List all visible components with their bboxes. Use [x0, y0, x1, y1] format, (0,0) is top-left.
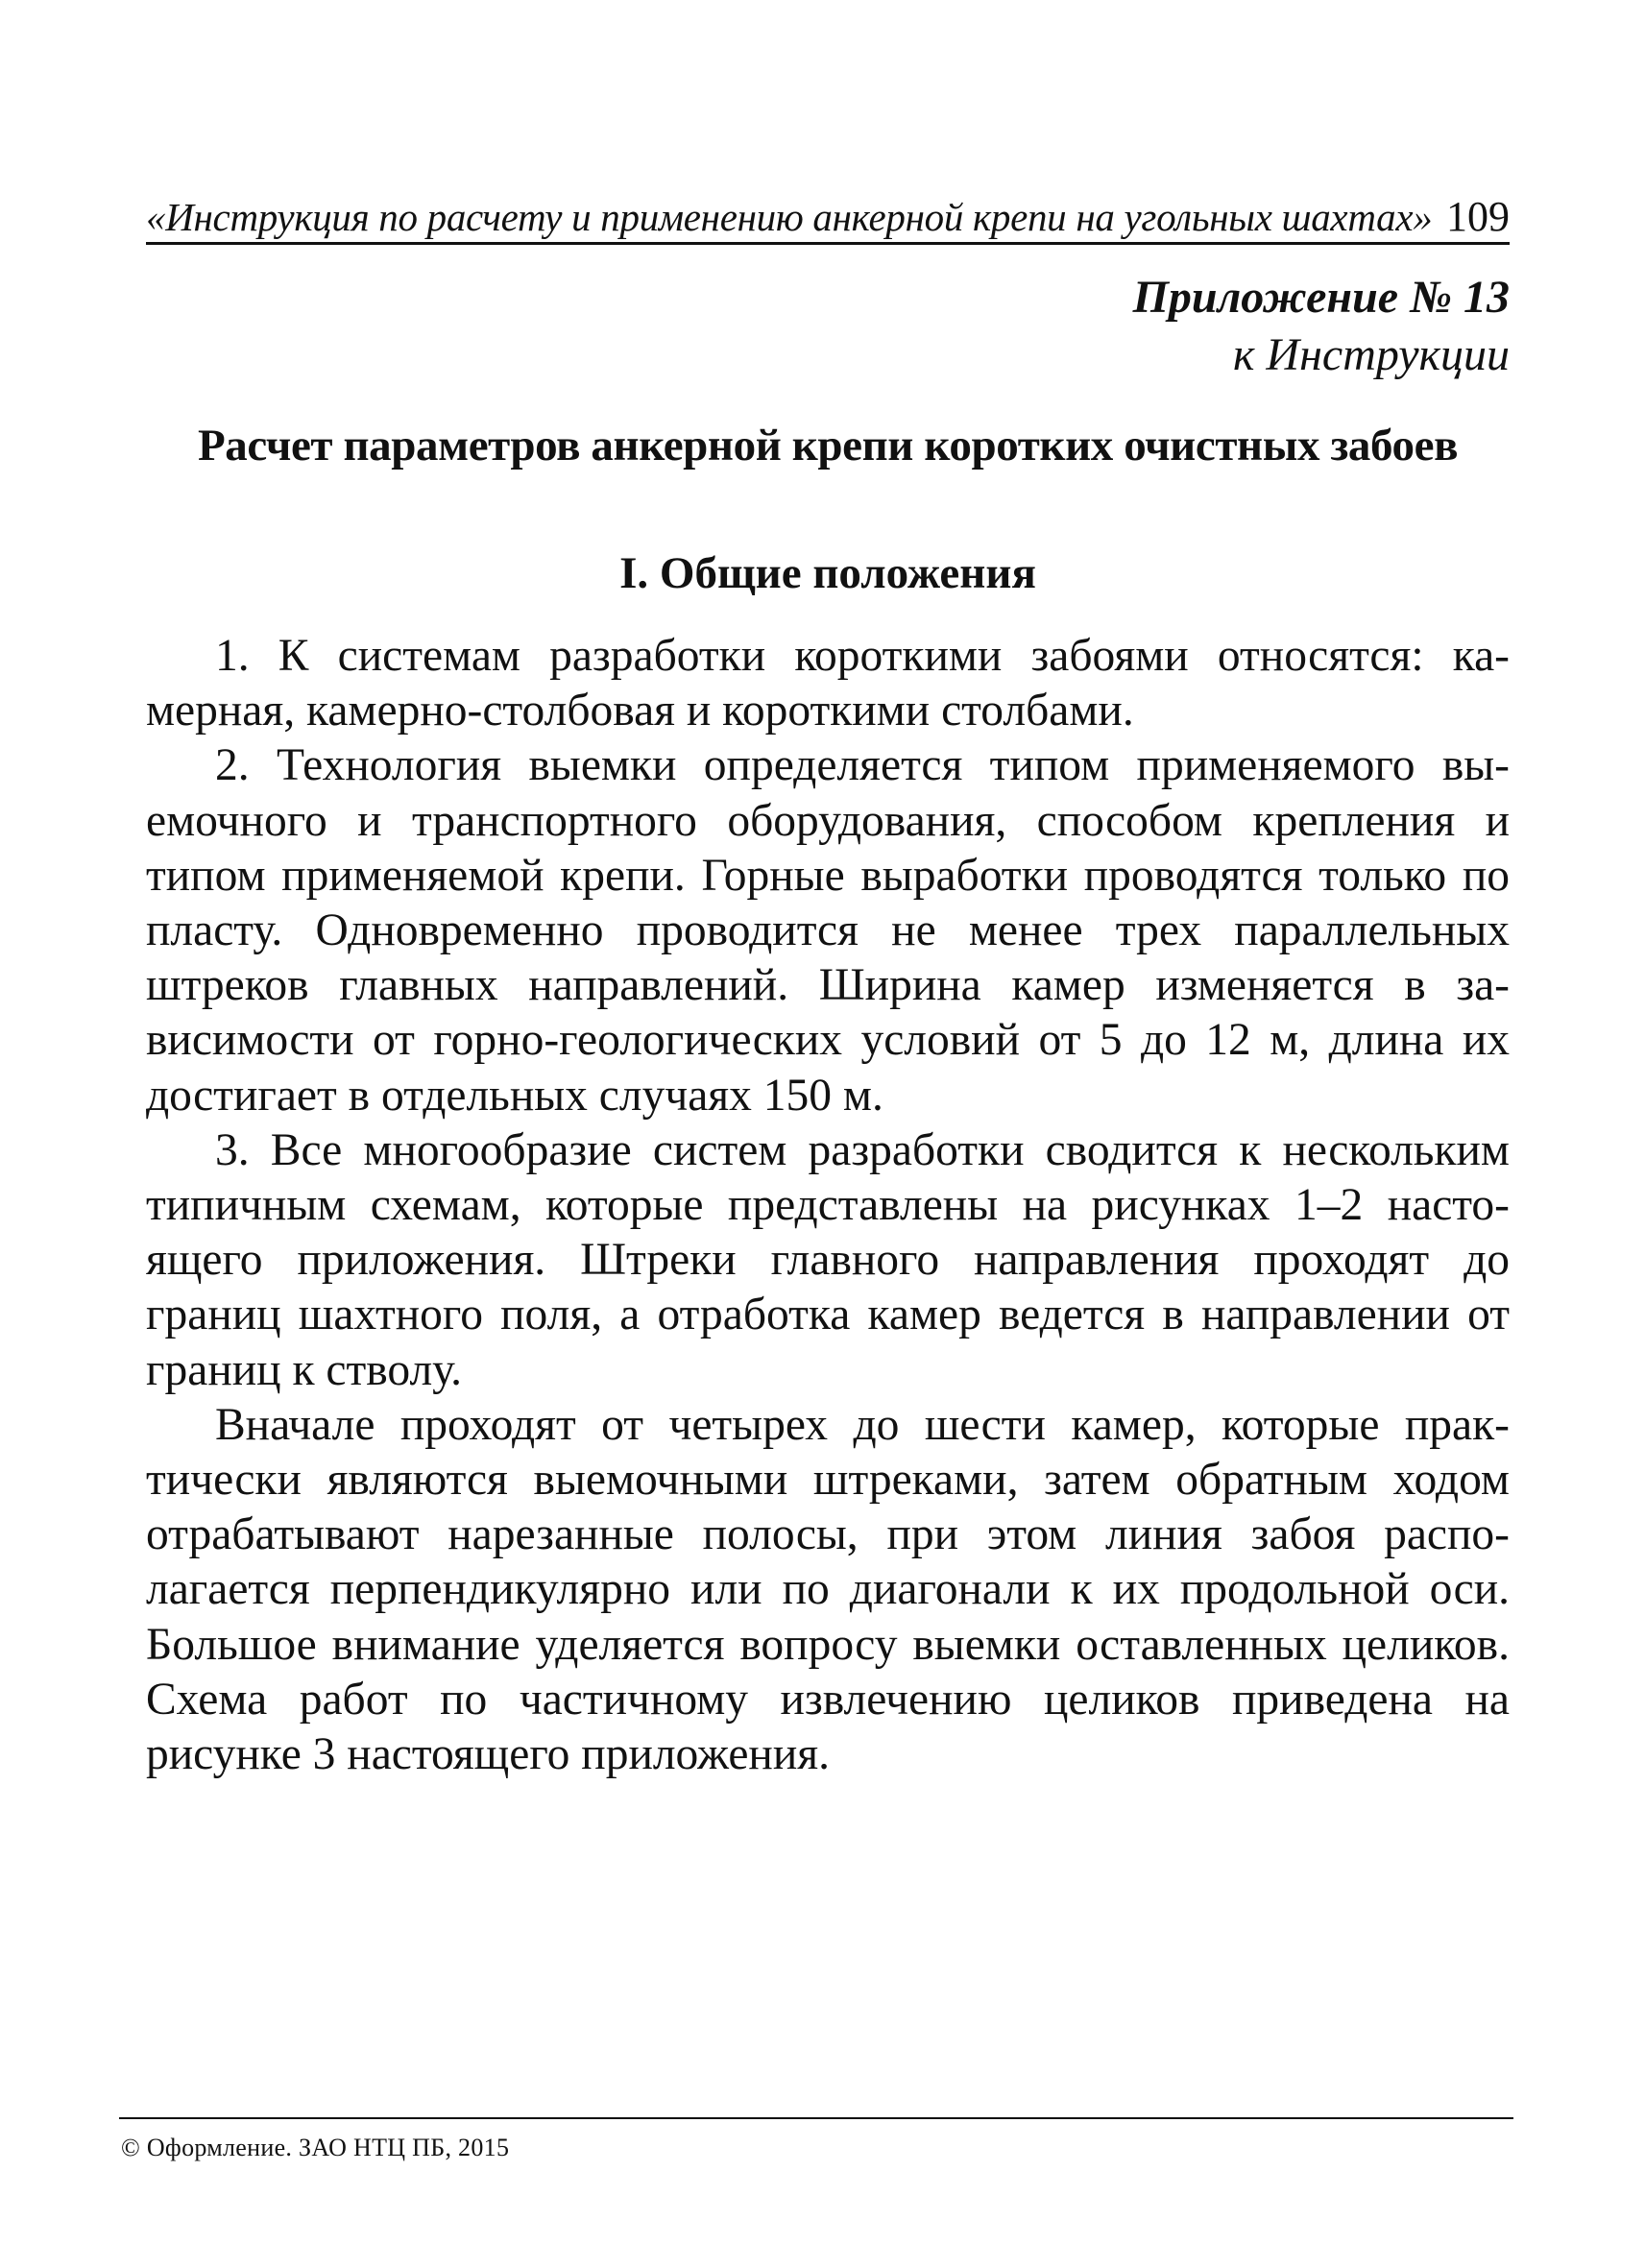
- footer-copyright: © Оформление. ЗАО НТЦ ПБ, 2015: [121, 2134, 510, 2161]
- appendix-label: [1133, 269, 1510, 384]
- section-body: [146, 629, 1510, 1782]
- paragraph-2: 2. Технология выемки определяется типом применяемого выемочного и транспортного оборудования, способом крепления и типом применяемой крепи. Горные выработки проводятся только по пласту. Одновременно проводится не менее трех параллельных штреков главных направлений. Ширина камер изменяется в зависимости от горно-геологических условий от 5 до 12 м, длина их достигает в отдельных случаях 150 м.: [146, 740, 1510, 1121]
- document-title: Расчет параметров анкерной крепи коротких очистных забоев: [197, 421, 1459, 470]
- section-title: I. Общие положения: [619, 548, 1036, 598]
- footer-divider: [119, 2117, 1513, 2119]
- running-title: «Инструкция по расчету и применению анкерной крепи на угольных шахтах»: [146, 195, 1433, 239]
- appendix-number: Приложение № 13: [1132, 272, 1510, 323]
- page-number: 109: [1446, 193, 1510, 240]
- paragraph-4: Вначале проходят от четырех до шести камер, которые практически являются выемочными штреками, затем обратным ходом отрабатывают нарезанные полосы, при этом линия забоя располагается перпендикулярно или по диагонали к их продольной оси. Большое внимание уделяется вопросу выемки оставленных целиков. Схема работ по частичному извлечению целиков приведена на рисунке 3 настоящего приложения.: [146, 1399, 1510, 1780]
- paragraph-3: 3. Все многообразие систем разработки сводится к нескольким типичным схемам, которые представлены на рисунках 1–2 настоящего приложения. Штреки главного направления проходят до границ шахтного поля, а отработка камер ведется в направлении от границ к стволу.: [146, 1124, 1510, 1395]
- appendix-subtitle: к Инструкции: [1232, 329, 1510, 380]
- running-header: [146, 188, 1510, 245]
- paragraph-1: 1. К системам разработки короткими забоями относятся: камерная, камерно-столбовая и короткими столбами.: [146, 631, 1510, 736]
